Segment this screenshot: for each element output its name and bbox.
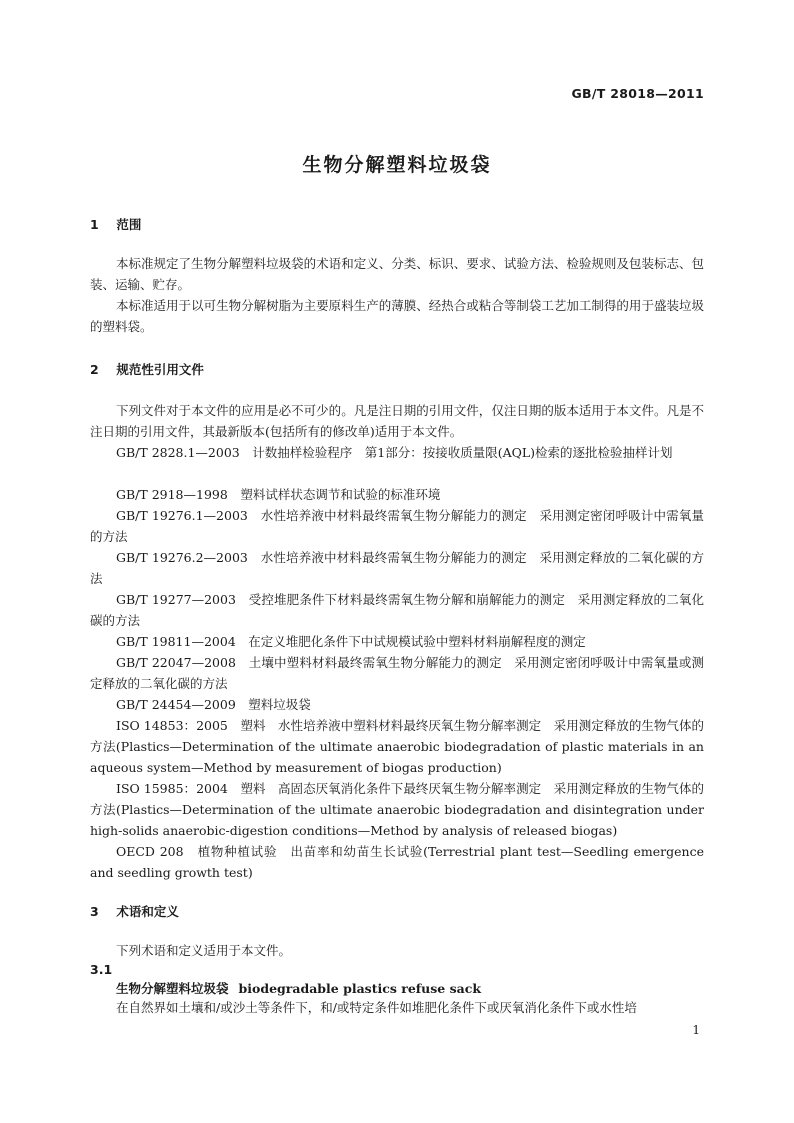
reference-item: GB/T 19276.1—2003 水性培养液中材料最终需氧生物分解能力的测定 采用测定密闭呼吸计中需氧量的方法 (90, 508, 704, 544)
section-heading-terms (90, 902, 179, 920)
page-number: 1 (692, 1023, 700, 1037)
reference-item: GB/T 19811—2004 在定义堆肥化条件下中试规模试验中塑料材料崩解程度的测定 (116, 634, 586, 649)
scope-paragraph: 本标准规定了生物分解塑料垃圾袋的术语和定义、分类、标识、要求、试验方法、检验规则及包装标志、包装、运输、贮存。 (90, 256, 704, 292)
section-title: 范围 (116, 217, 142, 232)
terms-intro: 下列术语和定义适用于本文件。 (116, 943, 292, 958)
term-english: biodegradable plastics refuse sack (238, 981, 481, 996)
section-title: 规范性引用文件 (116, 362, 204, 377)
reference-item: ISO 15985：2004 塑料 高固态厌氧消化条件下最终厌氧生物分解率测定 采用测定释放的生物气体的方法(Plastics—Determination of the ultimate anaerobic biodegradation and disintegration under high-solids anaerobic-digestion conditions—Method by analysis of released biogas) (90, 781, 704, 838)
reference-item: GB/T 2918—1998 塑料试样状态调节和试验的标准环境 (116, 487, 441, 502)
normative-intro: 下列文件对于本文件的应用是必不可少的。凡是注日期的引用文件，仅注日期的版本适用于本文件。凡是不注日期的引用文件，其最新版本(包括所有的修改单)适用于本文件。 (90, 403, 704, 439)
term-chinese: 生物分解塑料垃圾袋 (116, 981, 229, 996)
section-title: 术语和定义 (116, 904, 179, 919)
document-title: 生物分解塑料垃圾袋 (302, 154, 492, 176)
reference-item: GB/T 24454—2009 塑料垃圾袋 (116, 697, 311, 712)
reference-item: GB/T 22047—2008 土壤中塑料材料最终需氧生物分解能力的测定 采用测定密闭呼吸计中需氧量或测定释放的二氧化碳的方法 (90, 655, 704, 691)
reference-item: GB/T 19276.2—2003 水性培养液中材料最终需氧生物分解能力的测定 采用测定释放的二氧化碳的方法 (90, 550, 704, 586)
clause-number: 3.1 (90, 962, 113, 977)
term-entry (116, 979, 481, 997)
section-heading-normative-references (90, 360, 204, 378)
section-heading-scope (90, 215, 141, 233)
section-number: 2 (90, 362, 99, 377)
reference-item: GB/T 2828.1—2003 计数抽样检验程序 第1部分：按接收质量限(AQL)检索的逐批检验抽样计划 (116, 445, 673, 460)
term-definition: 在自然界如土壤和/或沙土等条件下，和/或特定条件如堆肥化条件下或厌氧消化条件下或水性培 (116, 1000, 637, 1015)
standard-number: GB/T 28018—2011 (571, 86, 704, 101)
section-number: 1 (90, 217, 99, 232)
scope-paragraph: 本标准适用于以可生物分解树脂为主要原料生产的薄膜、经热合或粘合等制袋工艺加工制得的用于盛装垃圾的塑料袋。 (90, 298, 704, 334)
reference-item: OECD 208 植物种植试验 出苗率和幼苗生长试验(Terrestrial plant test—Seedling emergence and seedling growth test) (90, 844, 704, 880)
reference-item: ISO 14853：2005 塑料 水性培养液中塑料材料最终厌氧生物分解率测定 采用测定释放的生物气体的方法(Plastics—Determination of the ultimate anaerobic biodegradation of plastic materials in an aqueous system—Method by measurement of biogas production) (90, 718, 704, 775)
section-number: 3 (90, 904, 99, 919)
reference-item: GB/T 19277—2003 受控堆肥条件下材料最终需氧生物分解和崩解能力的测定 采用测定释放的二氧化碳的方法 (90, 592, 704, 628)
